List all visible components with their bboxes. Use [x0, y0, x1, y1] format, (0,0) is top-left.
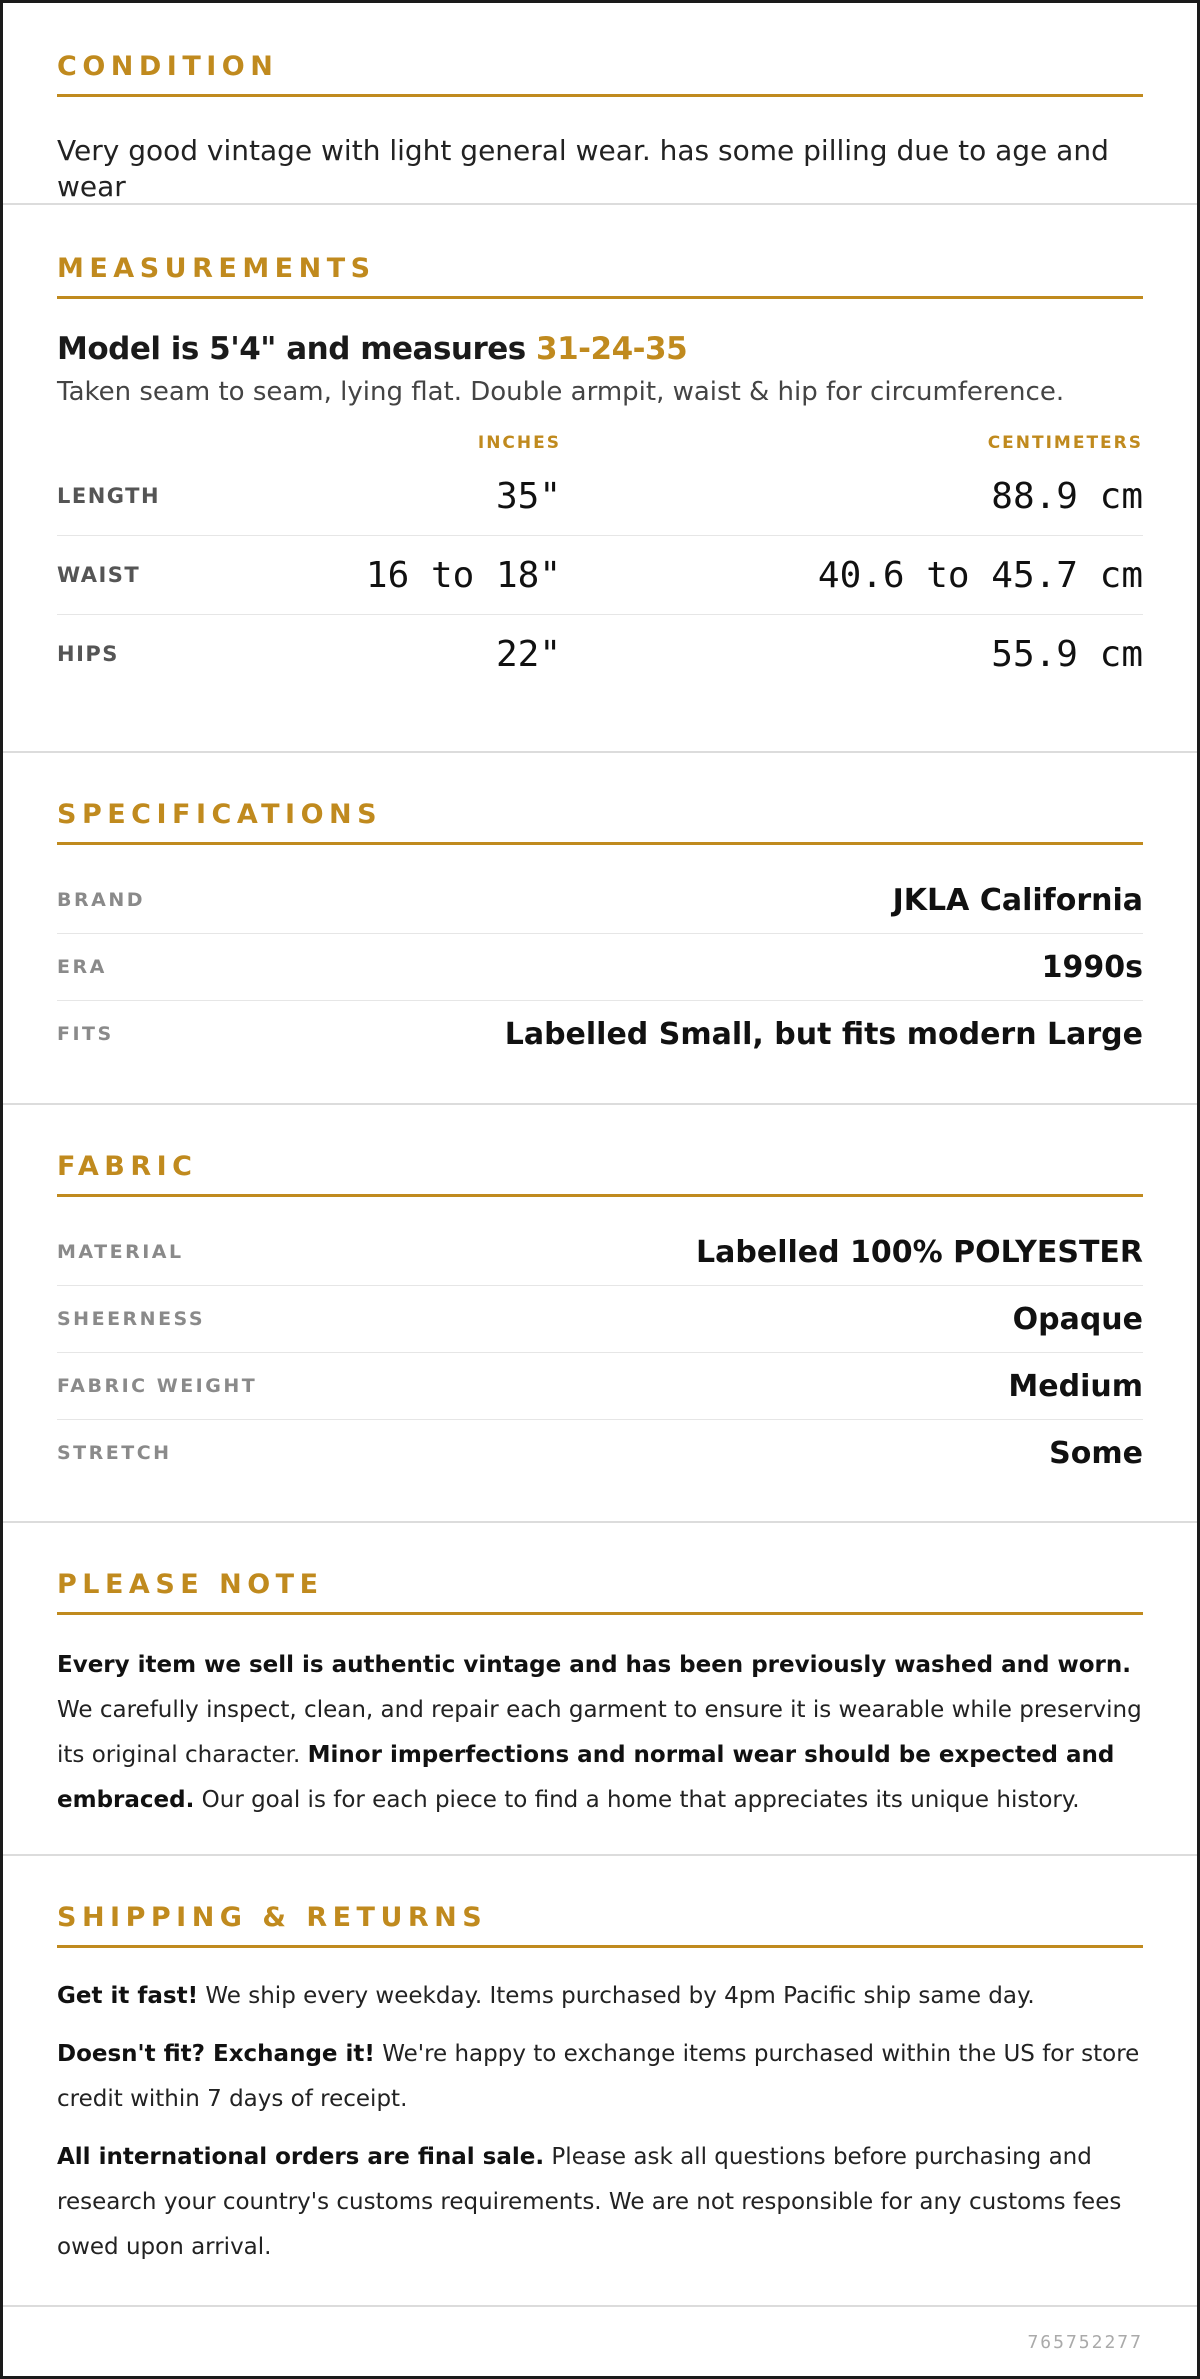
please-note-bold-2: Minor imperfections and normal wear should be expected and embraced. — [57, 1742, 1115, 1813]
fabric-value: Opaque — [1012, 1301, 1143, 1337]
shipping-exchange-text: We're happy to exchange items purchased within the US for store credit within 7 days of receipt. — [57, 2041, 1140, 2112]
shipping-paragraph-international — [57, 2135, 1143, 2270]
sku-footer — [3, 2307, 1197, 2377]
spec-value: 1990s — [1041, 949, 1143, 985]
specifications-section — [3, 753, 1197, 1105]
please-note-bold-1: Every item we sell is authentic vintage and has been previously washed and worn. — [57, 1652, 1131, 1678]
fabric-value: Labelled 100% POLYESTER — [696, 1234, 1143, 1270]
spec-key: ERA — [57, 956, 107, 978]
spec-key: BRAND — [57, 889, 145, 911]
please-note-text-2: Our goal is for each piece to find a home that appreciates its unique history. — [194, 1787, 1080, 1813]
model-measures — [57, 331, 1143, 367]
please-note-text-1: We carefully inspect, clean, and repair each garment to ensure it is wearable while preserving its original character. — [57, 1697, 1142, 1768]
measurement-inches: 35" — [495, 475, 561, 517]
shipping-international-bold: All international orders are final sale. — [57, 2144, 545, 2170]
fabric-key: MATERIAL — [57, 1241, 184, 1263]
fabric-heading: FABRIC — [57, 1153, 1143, 1197]
shipping-section — [3, 1856, 1197, 2307]
fabric-section — [3, 1105, 1197, 1523]
spec-row-fits — [57, 1001, 1143, 1067]
column-header-inches: INCHES — [477, 433, 561, 453]
measurement-cm: 88.9 cm — [991, 475, 1143, 517]
model-measures-value: 31-24-35 — [536, 331, 688, 367]
measurements-heading: MEASUREMENTS — [57, 255, 1143, 299]
specifications-list — [57, 867, 1143, 1067]
fabric-key: SHEERNESS — [57, 1308, 206, 1330]
fabric-row-weight — [57, 1353, 1143, 1420]
shipping-fast-bold: Get it fast! — [57, 1983, 199, 2009]
measurements-table — [57, 429, 1143, 693]
measurements-table-header — [57, 429, 1143, 457]
fabric-value: Some — [1049, 1435, 1143, 1471]
measurement-row-length — [57, 457, 1143, 536]
fabric-key: FABRIC WEIGHT — [57, 1375, 258, 1397]
fabric-row-sheerness — [57, 1286, 1143, 1353]
shipping-heading: SHIPPING & RETURNS — [57, 1904, 1143, 1948]
please-note-section — [3, 1523, 1197, 1856]
condition-text: Very good vintage with light general wear. has some pilling due to age and wear — [57, 134, 1109, 204]
measurement-inches: 16 to 18" — [365, 554, 561, 596]
spec-value: Labelled Small, but fits modern Large — [504, 1016, 1143, 1052]
please-note-text — [57, 1643, 1143, 1823]
measurement-row-hips — [57, 615, 1143, 693]
condition-section — [3, 3, 1197, 205]
shipping-paragraph-fast — [57, 1974, 1143, 2019]
shipping-fast-text: We ship every weekday. Items purchased by 4pm Pacific ship same day. — [198, 1983, 1035, 2009]
measurement-method-note: Taken seam to seam, lying flat. Double armpit, waist & hip for circumference. — [57, 377, 1065, 407]
fabric-key: STRETCH — [57, 1442, 172, 1464]
column-header-centimeters: CENTIMETERS — [987, 433, 1143, 453]
sku-number: 765752277 — [1027, 2331, 1143, 2353]
shipping-paragraph-exchange — [57, 2032, 1143, 2122]
model-measures-prefix: Model is 5'4" and measures — [57, 331, 537, 367]
measurement-label: WAIST — [57, 563, 141, 587]
spec-row-era — [57, 934, 1143, 1001]
fabric-value: Medium — [1008, 1368, 1143, 1404]
specifications-heading: SPECIFICATIONS — [57, 801, 1143, 845]
measurement-row-waist — [57, 536, 1143, 615]
measurement-cm: 55.9 cm — [991, 633, 1143, 675]
fabric-row-stretch — [57, 1420, 1143, 1486]
shipping-exchange-bold: Doesn't fit? Exchange it! — [57, 2041, 375, 2067]
please-note-heading: PLEASE NOTE — [57, 1571, 1143, 1615]
measurement-label: HIPS — [57, 642, 119, 666]
spec-value: JKLA California — [892, 882, 1143, 918]
fabric-list — [57, 1219, 1143, 1486]
spec-row-brand — [57, 867, 1143, 934]
spec-key: FITS — [57, 1023, 114, 1045]
measurement-inches: 22" — [495, 633, 561, 675]
measurement-label: LENGTH — [57, 484, 161, 508]
condition-heading: CONDITION — [57, 53, 1143, 97]
measurement-cm: 40.6 to 45.7 cm — [817, 554, 1143, 596]
shipping-international-text: Please ask all questions before purchasing and research your country's customs requirements. We are not responsible for any customs fees owed upon arrival. — [57, 2144, 1122, 2260]
measurements-section — [3, 205, 1197, 753]
fabric-row-material — [57, 1219, 1143, 1286]
